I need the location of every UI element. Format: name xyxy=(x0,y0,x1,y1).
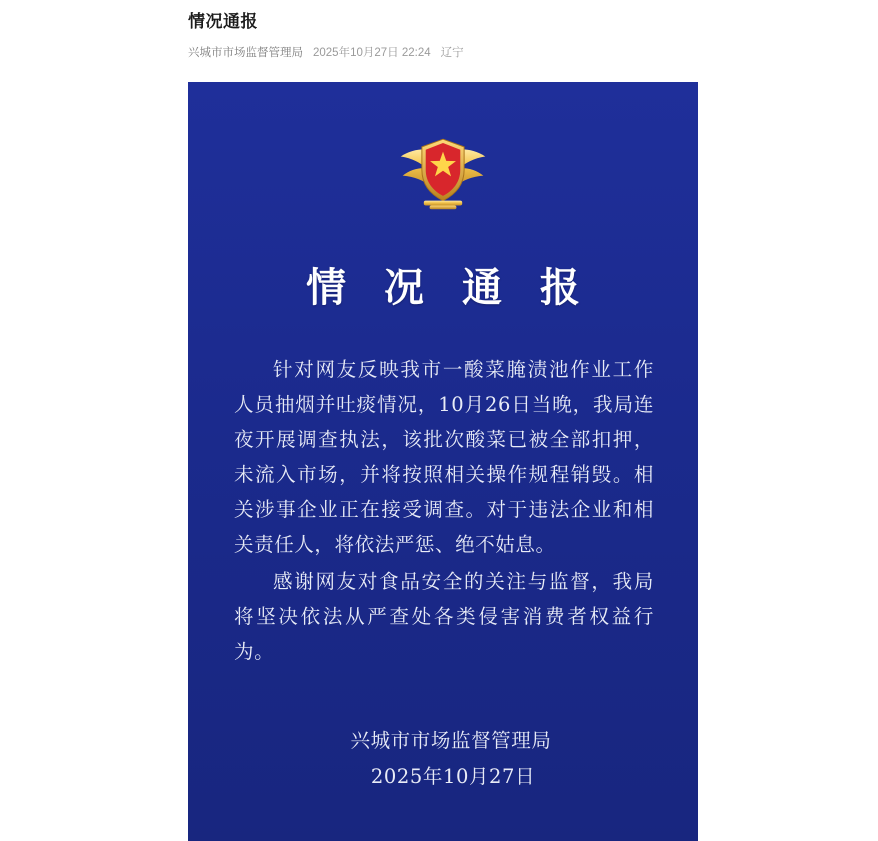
meta-timestamp: 2025年10月27日 22:24 xyxy=(313,47,431,59)
page-title: 情况通报 xyxy=(188,12,258,31)
article-meta xyxy=(188,45,878,61)
notice-heading: 情 况 通 报 xyxy=(306,264,592,311)
signature-organization: 兴城市市场监督管理局 xyxy=(350,729,552,752)
china-police-emblem-icon xyxy=(395,120,491,216)
signature-date: 2025年10月27日 xyxy=(370,765,536,788)
article-header xyxy=(0,0,878,61)
notice-signature xyxy=(188,723,654,795)
notice-paragraph-1: 针对网友反映我市一酸菜腌渍池作业工作人员抽烟并吐痰情况，10月26日当晚，我局连夜开展调查执法，该批次酸菜已被全部扣押，未流入市场，并将按照相关操作规程销毁。相关涉事企业正在接受调查。对于违法企业和相关责任人，将依法严惩、绝不姑息。 xyxy=(234,358,654,556)
notice-body xyxy=(234,352,654,669)
meta-source: 兴城市市场监督管理局 xyxy=(188,47,303,59)
notice-image xyxy=(188,82,698,841)
meta-location: 辽宁 xyxy=(440,47,464,59)
notice-paragraph-2: 感谢网友对食品安全的关注与监督，我局将坚决依法从严查处各类侵害消费者权益行为。 xyxy=(234,570,654,663)
